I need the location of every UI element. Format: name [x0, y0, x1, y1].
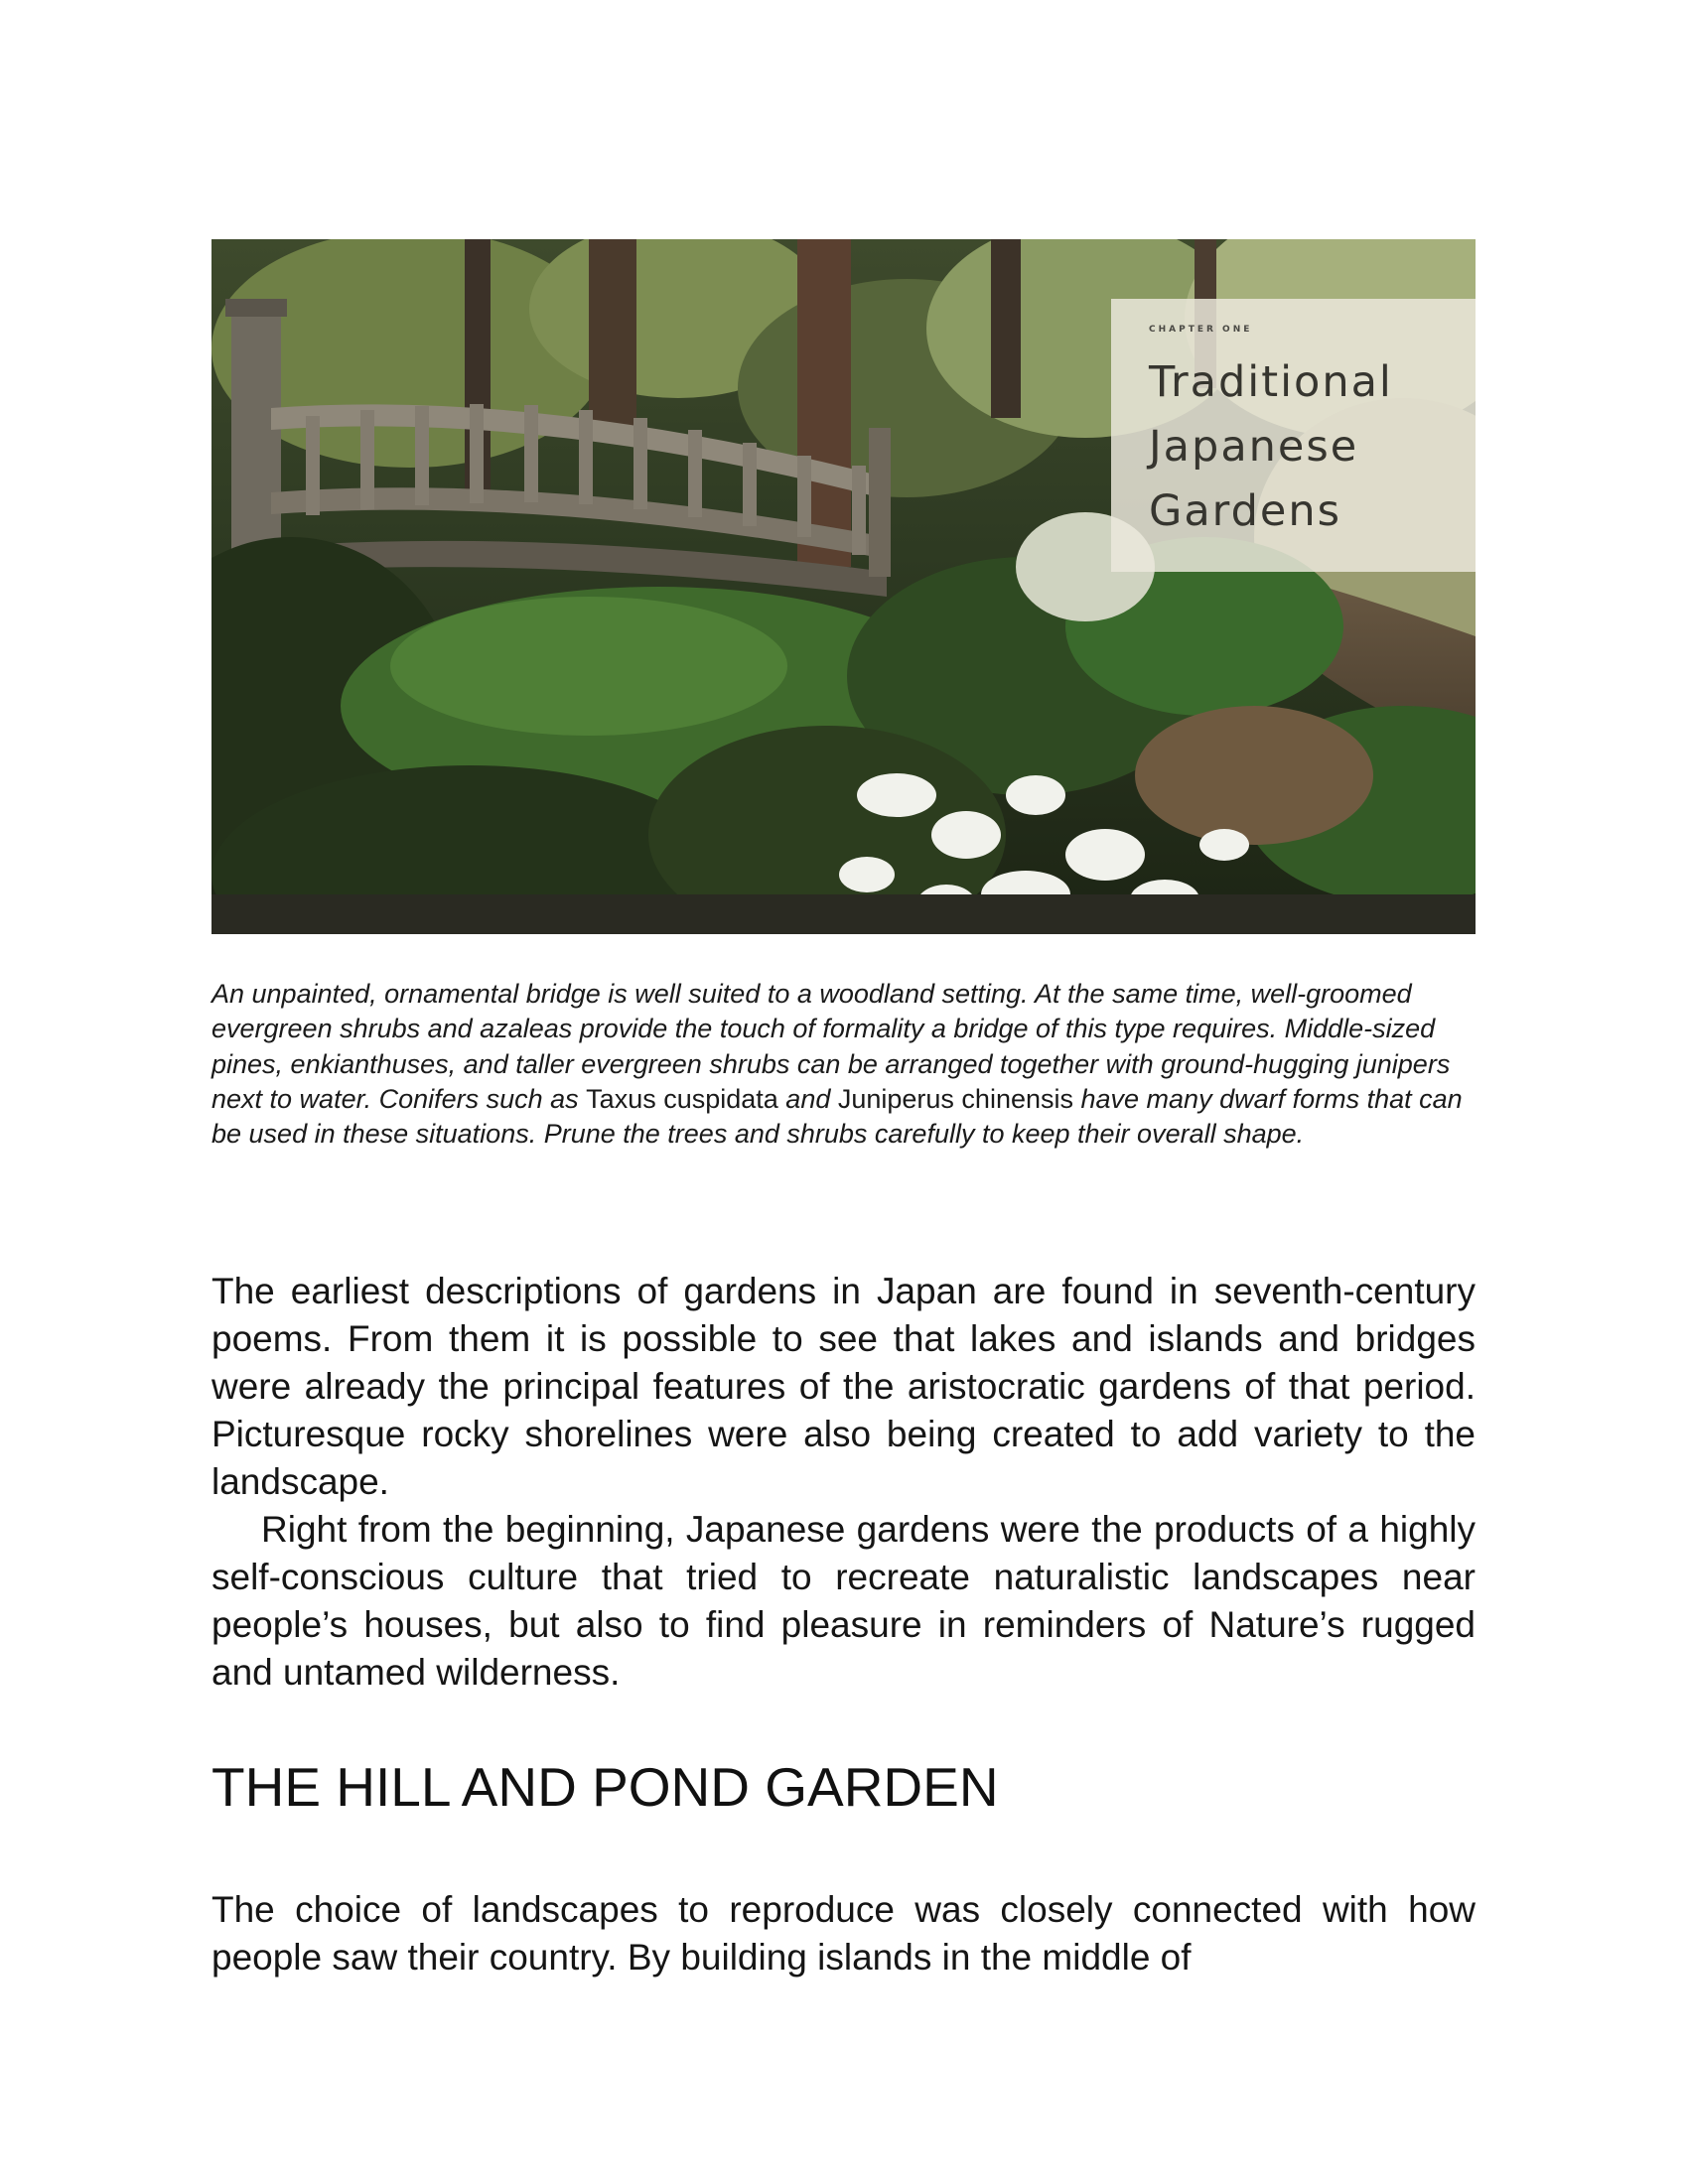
chapter-title-overlay	[1111, 299, 1476, 572]
chapter-title-line: Traditional	[1149, 357, 1393, 407]
section-heading: THE HILL AND POND GARDEN	[211, 1756, 999, 1818]
body-paragraph: The earliest descriptions of gardens in Japan are found in seventh-century poems. From them it is possible to see that lakes and islands and bridges were already the principal features of the aristocratic gardens of that period. Picturesque rocky shorelines were also being created to add variety to the landscape.	[211, 1271, 1476, 1502]
caption-text: have many dwarf forms that can be used in these situations. Prune the trees and shrubs carefully to keep their overall shape.	[211, 1083, 1463, 1150]
chapter-title-line: Japanese	[1149, 422, 1359, 472]
chapter-label: CHAPTER ONE	[1149, 325, 1253, 335]
caption-species-name: Taxus cuspidata	[586, 1083, 778, 1114]
caption-species-name: Juniperus chinensis	[837, 1083, 1073, 1114]
chapter-title-line: Gardens	[1149, 486, 1341, 536]
garden-bridge-photo	[211, 239, 1476, 934]
caption-text: An unpainted, ornamental bridge is well suited to a woodland setting. At the same time, well-groomed evergreen shrubs and azaleas provide the touch of formality a bridge of this type requires. Middle-sized pines, enkianthuses, and taller evergreen shrubs can be arranged together with ground-hugging junipers next to water. Conifers such as	[211, 979, 1451, 1114]
body-paragraph: The choice of landscapes to reproduce was closely connected with how people saw their country. By building islands in the middle of	[211, 1889, 1476, 1978]
chapter-title	[1149, 350, 1476, 544]
body-paragraph: Right from the beginning, Japanese gardens were the products of a highly self-conscious culture that tried to recreate naturalistic landscapes near people’s houses, but also to find pleasure in reminders of Nature’s rugged and untamed wilderness.	[211, 1509, 1476, 1693]
figure-caption	[211, 977, 1476, 1152]
caption-text: and	[777, 1083, 838, 1114]
